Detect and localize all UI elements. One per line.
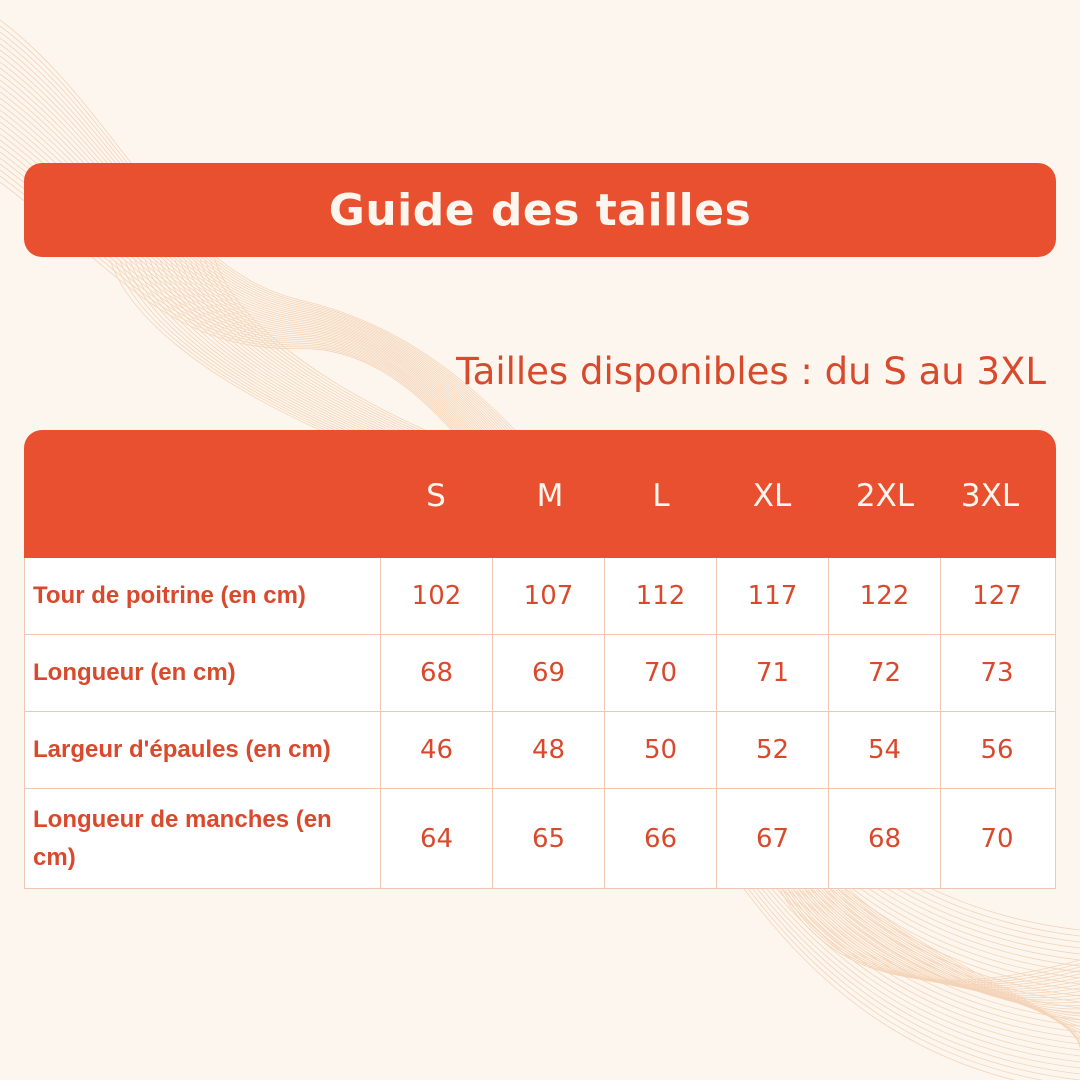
column-header-xl: XL [752, 478, 792, 514]
value-cell: 70 [980, 823, 1014, 854]
row-label: Longueur (en cm) [25, 635, 381, 711]
value-cell: 71 [717, 635, 829, 711]
value-cell: 122 [829, 558, 941, 634]
row-label: Longueur de manches (en cm) [25, 789, 381, 888]
column-header-s: S [426, 478, 446, 514]
value-cell: 102 [381, 558, 493, 634]
table-row [25, 788, 1055, 888]
value-cell: 73 [980, 658, 1014, 688]
table-header [24, 430, 1056, 558]
value-cell: 107 [493, 558, 605, 634]
table-body [24, 558, 1056, 889]
title-banner [24, 163, 1056, 257]
value-cell: 56 [980, 735, 1014, 765]
table-row [25, 634, 1055, 711]
value-cell: 48 [493, 712, 605, 788]
column-header-m: M [536, 478, 564, 514]
value-cell: 70 [605, 635, 717, 711]
value-cell: 64 [381, 789, 493, 888]
available-sizes-text: Tailles disponibles : du S au 3XL [456, 350, 1046, 393]
value-cell: 67 [717, 789, 829, 888]
column-header-3xl: 3XL [960, 478, 1020, 514]
value-cell: 65 [493, 789, 605, 888]
value-cell: 52 [717, 712, 829, 788]
row-label: Largeur d'épaules (en cm) [25, 712, 381, 788]
value-cell: 68 [829, 789, 941, 888]
value-cell: 54 [829, 712, 941, 788]
value-cell: 68 [381, 635, 493, 711]
value-cell: 72 [829, 635, 941, 711]
page-title: Guide des tailles [328, 184, 752, 236]
row-label: Tour de poitrine (en cm) [25, 558, 381, 634]
value-cell: 127 [972, 581, 1022, 611]
column-header-l: L [652, 478, 670, 514]
value-cell: 117 [717, 558, 829, 634]
column-header-2xl: 2XL [855, 478, 915, 514]
value-cell: 69 [493, 635, 605, 711]
value-cell: 66 [605, 789, 717, 888]
table-row [25, 711, 1055, 788]
value-cell: 46 [381, 712, 493, 788]
value-cell: 50 [605, 712, 717, 788]
table-row [25, 558, 1055, 634]
size-chart-table [24, 430, 1056, 889]
value-cell: 112 [605, 558, 717, 634]
